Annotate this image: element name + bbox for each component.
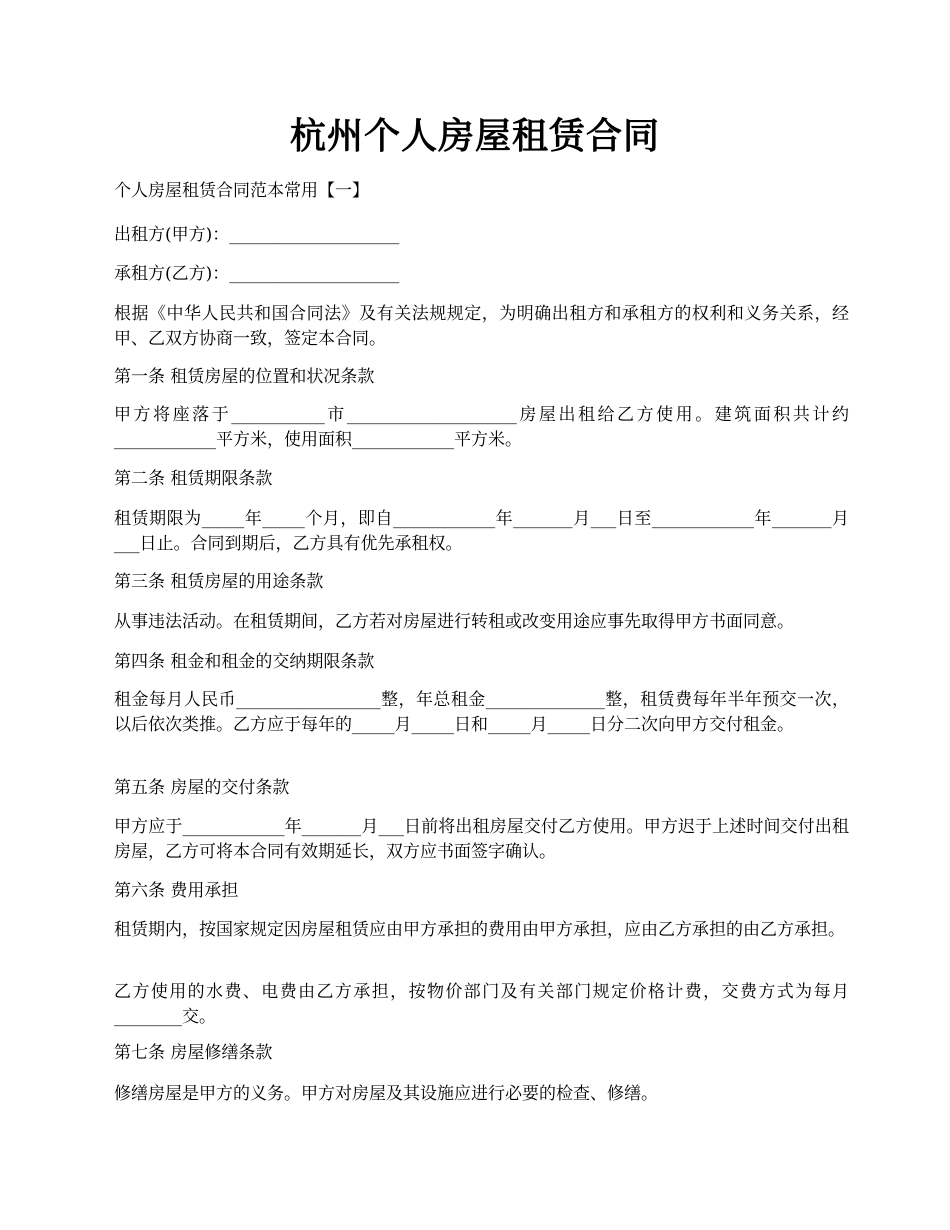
article-6-body-2: 乙方使用的水费、电费由乙方承担，按物价部门及有关部门规定价格计费，交费方式为每月________交。	[114, 982, 849, 1027]
subtitle-paragraph: 个人房屋租赁合同范本常用【一】	[114, 181, 369, 201]
article-5-heading: 第五条 房屋的交付条款	[114, 778, 290, 798]
article-7-heading: 第七条 房屋修缮条款	[114, 1043, 273, 1063]
preamble-paragraph: 根据《中华人民共和国合同法》及有关法规规定，为明确出租方和承租方的权利和义务关系，经甲、乙双方协商一致，签定本合同。	[114, 304, 849, 349]
article-2-heading: 第二条 租赁期限条款	[114, 469, 273, 489]
article-7-body: 修缮房屋是甲方的义务。甲方对房屋及其设施应进行必要的检查、修缮。	[114, 1084, 658, 1104]
document-title: 杭州个人房屋租赁合同	[289, 115, 660, 157]
article-6-heading: 第六条 费用承担	[114, 881, 239, 901]
article-4-heading: 第四条 租金和租金的交纳期限条款	[114, 652, 375, 672]
article-1-body: 甲方将座落于___________市____________________房屋出租给乙方使用。建筑面积共计约____________平方米，使用面积____________平方米。	[114, 405, 849, 450]
lessee-field-paragraph: 承租方(乙方)：____________________	[114, 264, 400, 284]
article-5-body: 甲方应于____________年_______月___日前将出租房屋交付乙方使用。甲方迟于上述时间交付出租房屋，乙方可将本合同有效期延长，双方应书面签字确认。	[114, 817, 849, 862]
article-2-body: 租赁期限为_____年_____个月，即自____________年_______月___日至____________年_______月___日止。合同到期后，乙方具有优先承租权。	[114, 509, 849, 554]
article-4-body: 租金每月人民币_________________整，年总租金______________整，租赁费每年半年预交一次，以后依次类推。乙方应于每年的_____月_____日和_____月_____日分二次向甲方交付租金。	[114, 690, 849, 735]
article-6-body-1: 租赁期内，按国家规定因房屋租赁应由甲方承担的费用由甲方承担，应由乙方承担的由乙方承担。	[114, 920, 845, 940]
article-3-heading: 第三条 租赁房屋的用途条款	[114, 572, 324, 592]
article-1-heading: 第一条 租赁房屋的位置和状况条款	[114, 367, 375, 387]
article-3-body: 从事违法活动。在租赁期间，乙方若对房屋进行转租或改变用途应事先取得甲方书面同意。	[114, 612, 794, 632]
lessor-field-paragraph: 出租方(甲方)：____________________	[114, 225, 400, 245]
